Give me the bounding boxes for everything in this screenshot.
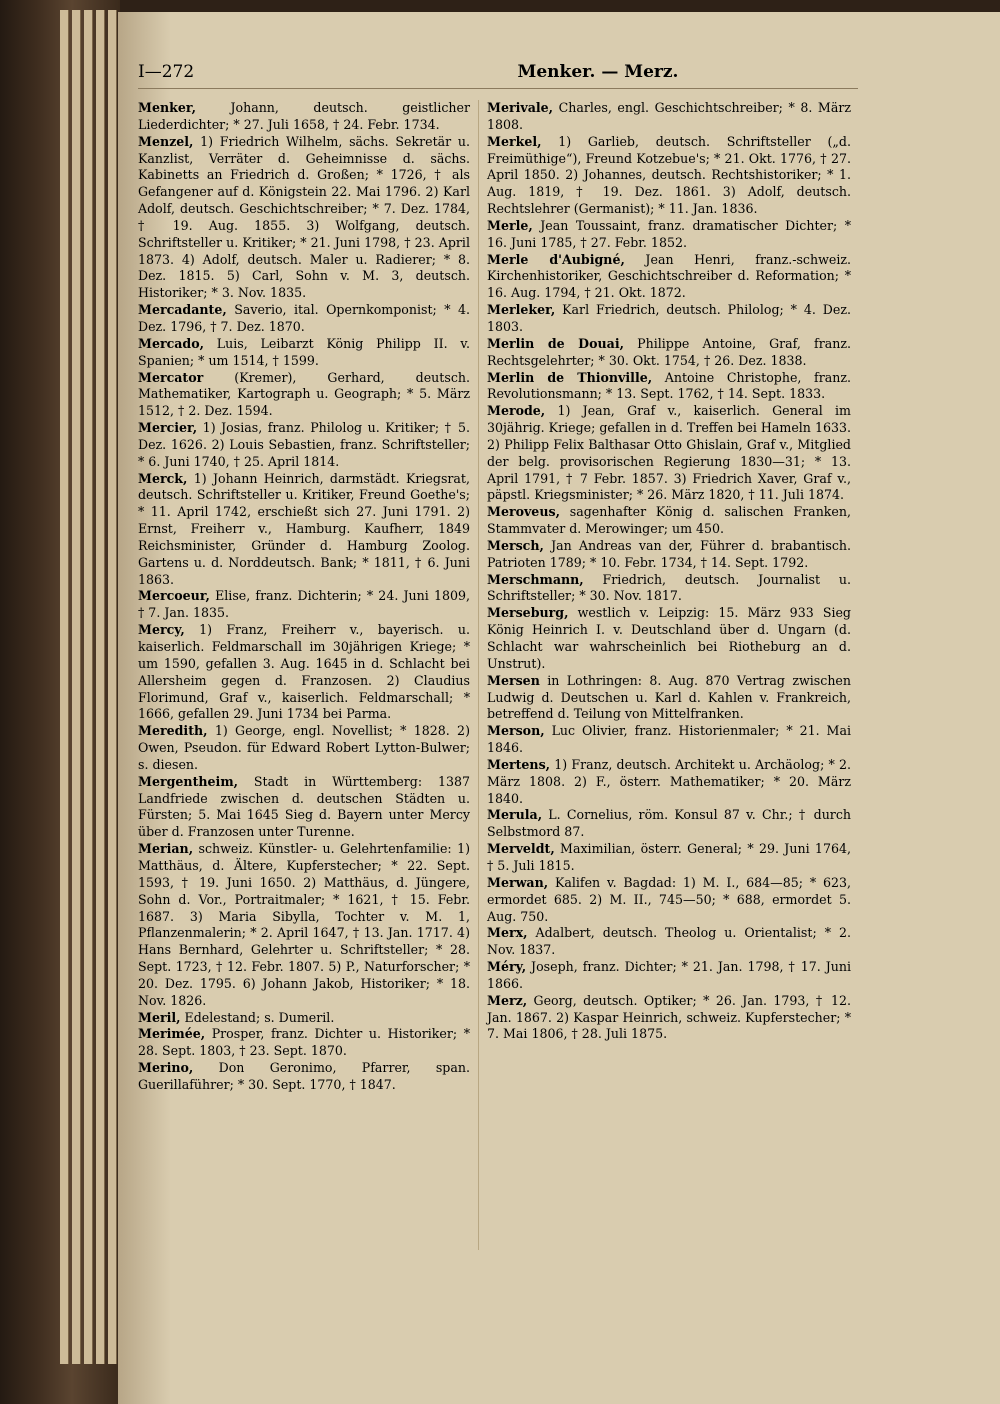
entry-text: 1) Johann Heinrich, darmstädt. Kriegsrat, deutsch. Schriftsteller u. Kritiker, Freund Goethe's; * 11. April 1742, erschießt sich 27. Juni 1791. 2) Ernst, Freiherr v., Hamburg. Kaufherr, 1849 Reichsminister, Gründer d. Hamburg Zoolog. Gartens u. d. Norddeutsch. Bank; * 1811, † 6. Juni 1863. xyxy=(138,470,470,587)
entry-headword: Merx, xyxy=(487,925,528,941)
lexicon-entry xyxy=(487,100,851,134)
entry-text: 1) George, engl. Novellist; * 1828. 2) Owen, Pseudon. für Edward Robert Lytton-Bulwer; s. diesen. xyxy=(138,723,470,772)
entry-text: Don Geronimo, Pfarrer, span. Guerillaführer; * 30. Sept. 1770, † 1847. xyxy=(138,1060,470,1092)
lexicon-entry xyxy=(487,959,851,993)
lexicon-entry xyxy=(138,336,470,370)
entry-headword: Merle, xyxy=(487,217,533,233)
entry-headword: Merimée, xyxy=(138,1026,206,1042)
page-number: I—272 xyxy=(138,62,195,82)
lexicon-entry xyxy=(487,723,851,757)
entry-text: 1) Josias, franz. Philolog u. Kritiker; † 5. Dez. 1626. 2) Louis Sebastien, franz. Schriftsteller; * 6. Juni 1740, † 25. April 1814. xyxy=(138,420,470,469)
entry-headword: Méry, xyxy=(487,959,527,975)
entry-text: Luc Olivier, franz. Historienmaler; * 21. Mai 1846. xyxy=(487,723,851,756)
header-rule xyxy=(138,88,858,89)
entry-headword: Merivale, xyxy=(487,100,554,115)
lexicon-entry xyxy=(487,252,851,303)
entry-text: Prosper, franz. Dichter u. Historiker; * 28. Sept. 1803, † 23. Sept. 1870. xyxy=(138,1026,470,1059)
lexicon-entry xyxy=(487,993,851,1044)
entry-headword: Merveldt, xyxy=(487,841,555,857)
entry-headword: Merino, xyxy=(138,1060,194,1076)
entry-text: Edelestand; s. Dumeril. xyxy=(180,1009,335,1025)
entry-headword: Merle d'Aubigné, xyxy=(487,251,625,267)
entry-headword: Merode, xyxy=(487,403,546,419)
lexicon-entry xyxy=(487,504,851,538)
entry-headword: Mercadante, xyxy=(138,302,227,318)
entry-text: 1) Garlieb, deutsch. Schriftsteller („d. Freimüthige“), Freund Kotzebue's; * 21. Okt. 1776, † 27. April 1850. 2) Johannes, deutsch. Rechtshistoriker; * 1. Aug. 1819, † 19. Dez. 1861. 3) Adolf, deutsch. Rechtslehrer (Germanist); * 11. Jan. 1836. xyxy=(487,133,851,217)
entry-headword: Mersen xyxy=(487,672,540,688)
entry-text: Jan Andreas van der, Führer d. brabantisch. Patrioten 1789; * 10. Febr. 1734, † 14. Sept. 1792. xyxy=(487,537,851,570)
entry-headword: Menker, xyxy=(138,100,196,115)
lexicon-entry xyxy=(487,403,851,504)
entry-text: Georg, deutsch. Optiker; * 26. Jan. 1793, † 12. Jan. 1867. 2) Kaspar Heinrich, schweiz. Kupferstecher; * 7. Mai 1806, † 28. Juli 1875. xyxy=(487,992,851,1042)
entry-text: Maximilian, österr. General; * 29. Juni 1764, † 5. Juli 1815. xyxy=(487,841,851,873)
entry-text: Antoine Christophe, franz. Revolutionsmann; * 13. Sept. 1762, † 14. Sept. 1833. xyxy=(487,369,851,402)
lexicon-entry xyxy=(138,1010,470,1027)
lexicon-entry xyxy=(487,875,851,926)
lexicon-entry xyxy=(138,134,470,302)
lexicon-entry xyxy=(138,302,470,336)
running-title: Menker. — Merz. xyxy=(517,62,679,82)
lexicon-entry xyxy=(487,336,851,370)
lexicon-entry xyxy=(487,302,851,336)
entry-text: Karl Friedrich, deutsch. Philolog; * 4. Dez. 1803. xyxy=(487,302,851,334)
entry-headword: Merz, xyxy=(487,992,528,1008)
entry-headword: Meredith, xyxy=(138,723,208,739)
entry-text: sagenhafter König d. salischen Franken, Stammvater d. Merowinger; um 450. xyxy=(487,504,851,537)
entry-headword: Mercator xyxy=(138,369,204,385)
lexicon-entry xyxy=(487,925,851,959)
right-column xyxy=(487,100,851,1043)
entry-headword: Merwan, xyxy=(487,874,549,890)
lexicon-entry xyxy=(138,622,470,723)
lexicon-entry xyxy=(138,420,470,471)
entry-text: Adalbert, deutsch. Theolog u. Orientalist; * 2. Nov. 1837. xyxy=(487,925,851,958)
lexicon-entry xyxy=(487,218,851,252)
entry-headword: Mersch, xyxy=(487,537,544,553)
entry-text: westlich v. Leipzig: 15. März 933 Sieg König Heinrich I. v. Deutschland über d. Ungarn (d. Schlacht war wahrscheinlich bei Riotheburg an d. Unstrut). xyxy=(487,605,851,671)
entry-headword: Merkel, xyxy=(487,133,542,149)
lexicon-entry xyxy=(487,841,851,875)
entry-headword: Mergentheim, xyxy=(138,773,239,789)
left-column xyxy=(138,100,470,1094)
entry-headword: Merson, xyxy=(487,723,545,739)
entry-text: L. Cornelius, röm. Konsul 87 v. Chr.; † durch Selbstmord 87. xyxy=(487,807,851,840)
lexicon-entry xyxy=(487,673,851,724)
entry-text: Joseph, franz. Dichter; * 21. Jan. 1798, † 17. Juni 1866. xyxy=(487,959,851,991)
entry-headword: Menzel, xyxy=(138,133,194,149)
page-leaf xyxy=(72,10,81,1364)
page-header xyxy=(138,62,1000,90)
page-leaf xyxy=(60,10,69,1364)
book-edge xyxy=(0,0,120,1404)
entry-text: Kalifen v. Bagdad: 1) M. I., 684—85; * 623, ermordet 685. 2) M. II., 745—50; * 688, ermordet 5. Aug. 750. xyxy=(487,874,851,924)
entry-headword: Merschmann, xyxy=(487,571,584,587)
entry-headword: Meril, xyxy=(138,1009,181,1025)
entry-headword: Merian, xyxy=(138,841,194,857)
entry-headword: Mercado, xyxy=(138,335,205,351)
entry-headword: Merlin de Douai, xyxy=(487,335,624,351)
entry-headword: Merck, xyxy=(138,470,188,486)
lexicon-entry xyxy=(138,723,470,774)
lexicon-entry xyxy=(138,370,470,421)
lexicon-entry xyxy=(487,370,851,404)
lexicon-entry xyxy=(138,471,470,589)
page-leaf xyxy=(108,10,117,1364)
lexicon-entry xyxy=(138,100,470,134)
entry-headword: Merula, xyxy=(487,807,543,823)
entry-text: 1) Friedrich Wilhelm, sächs. Sekretär u. Kanzlist, Verräter d. Geheimnisse d. sächs. Kabinetts an Friedrich d. Großen; * 1726, † als Gefangener auf d. Königstein 22. Mai 1796. 2) Karl Adolf, deutsch. Geschichtschreiber; * 7. Dez. 1784, † 19. Aug. 1855. 3) Wolfgang, deutsch. Schriftsteller u. Kritiker; * 21. Juni 1798, † 23. April 1873. 4) Adolf, deutsch. Maler u. Radierer; * 8. Dez. 1815. 5) Carl, Sohn v. M. 3, deutsch. Historiker; * 3. Nov. 1835. xyxy=(138,133,470,301)
entry-text: Stadt in Württemberg: 1387 Landfriede zwischen d. deutschen Städten u. Fürsten; 5. Mai 1645 Sieg d. Bayern unter Mercy über d. Franzosen unter Turenne. xyxy=(138,773,470,840)
entry-text: Saverio, ital. Opernkomponist; * 4. Dez. 1796, † 7. Dez. 1870. xyxy=(138,302,470,334)
entry-text: schweiz. Künstler- u. Gelehrtenfamilie: 1) Matthäus, d. Ältere, Kupferstecher; * 22. Sept. 1593, † 19. Juni 1650. 2) Matthäus, d. Jüngere, Sohn d. Vor., Portraitmaler; * 1621, † 15. Febr. 1687. 3) Maria Sibylla, Tochter v. M. 1, Pflanzenmalerin; * 2. April 1647, † 13. Jan. 1717. 4) Hans Bernhard, Gelehrter u. Schriftsteller; * 28. Sept. 1723, † 12. Febr. 1807. 5) P., Naturforscher; * 20. Dez. 1795. 6) Johann Jakob, Historiker; * 18. Nov. 1826. xyxy=(138,841,470,1008)
entry-text: Friedrich, deutsch. Journalist u. Schriftsteller; * 30. Nov. 1817. xyxy=(487,571,851,604)
entry-headword: Mercier, xyxy=(138,420,198,436)
entry-headword: Mercy, xyxy=(138,622,185,638)
page-leaf xyxy=(84,10,93,1364)
entry-text: 1) Franz, deutsch. Architekt u. Archäolog; * 2. März 1808. 2) F., österr. Mathematiker; * 20. März 1840. xyxy=(487,756,851,806)
lexicon-entry xyxy=(138,588,470,622)
entry-headword: Meroveus, xyxy=(487,504,560,520)
lexicon-entry xyxy=(487,807,851,841)
entry-text: Philippe Antoine, Graf, franz. Rechtsgelehrter; * 30. Okt. 1754, † 26. Dez. 1838. xyxy=(487,335,851,368)
page-leaf xyxy=(96,10,105,1364)
entry-text: 1) Jean, Graf v., kaiserlich. General im 30jährig. Kriege; gefallen in d. Treffen bei Hameln 1633. 2) Philipp Felix Balthasar Otto Ghislain, Graf v., Mitglied der belg. provisorischen Regierung 1830—31; * 13. April 1791, † 7 Febr. 1857. 3) Friedrich Xaver, Graf v., päpstl. Kriegsminister; * 26. März 1820, † 11. Juli 1874. xyxy=(487,403,851,503)
entry-text: Charles, engl. Geschichtschreiber; * 8. März 1808. xyxy=(487,100,851,132)
lexicon-entry xyxy=(487,538,851,572)
entry-text: Jean Henri, franz.-schweiz. Kirchenhistoriker, Geschichtschreiber d. Reformation; * 16. Aug. 1794, † 21. Okt. 1872. xyxy=(487,251,851,301)
entry-text: (Kremer), Gerhard, deutsch. Mathematiker, Kartograph u. Geograph; * 5. März 1512, † 2. Dez. 1594. xyxy=(138,369,470,419)
entry-text: Luis, Leibarzt König Philipp II. v. Spanien; * um 1514, † 1599. xyxy=(138,335,470,368)
lexicon-entry xyxy=(138,1026,470,1060)
entry-headword: Merleker, xyxy=(487,302,556,318)
lexicon-entry xyxy=(487,757,851,808)
lexicon-entry xyxy=(138,1060,470,1094)
entry-text: in Lothringen: 8. Aug. 870 Vertrag zwischen Ludwig d. Deutschen u. Karl d. Kahlen v. Frankreich, betreffend d. Teilung von Mittelfranken. xyxy=(487,672,851,722)
entry-headword: Merlin de Thionville, xyxy=(487,369,653,385)
entry-text: Elise, franz. Dichterin; * 24. Juni 1809, † 7. Jan. 1835. xyxy=(138,588,470,621)
lexicon-entry xyxy=(487,572,851,606)
entry-text: 1) Franz, Freiherr v., bayerisch. u. kaiserlich. Feldmarschall im 30jährigen Kriege; * um 1590, gefallen 3. Aug. 1645 in d. Schlacht bei Allersheim gegen d. Franzosen. 2) Claudius Florimund, Graf v., kaiserlich. Feldmarschall; * 1666, gefallen 29. Juni 1734 bei Parma. xyxy=(138,622,470,722)
entry-headword: Mertens, xyxy=(487,756,551,772)
entry-headword: Mercoeur, xyxy=(138,588,210,604)
lexicon-entry xyxy=(487,134,851,218)
lexicon-entry xyxy=(138,774,470,841)
lexicon-entry xyxy=(487,605,851,672)
lexicon-entry xyxy=(138,841,470,1009)
entry-text: Johann, deutsch. geistlicher Liederdichter; * 27. Juli 1658, † 24. Febr. 1734. xyxy=(138,100,470,132)
column-divider xyxy=(478,100,479,1250)
entry-text: Jean Toussaint, franz. dramatischer Dichter; * 16. Juni 1785, † 27. Febr. 1852. xyxy=(487,217,851,250)
entry-headword: Merseburg, xyxy=(487,605,569,621)
